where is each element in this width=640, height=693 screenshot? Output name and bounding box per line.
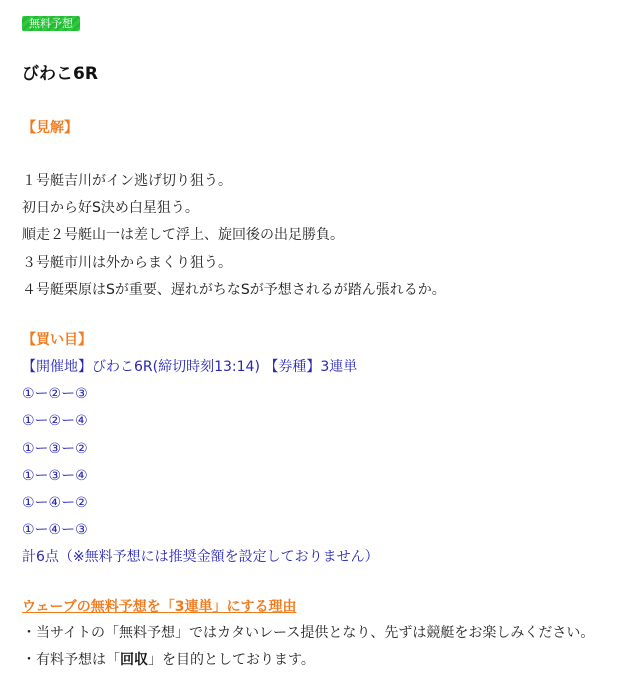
analysis-heading: 【見解】 bbox=[22, 120, 78, 136]
bet-combination: ①ー②ー④ bbox=[22, 413, 88, 430]
reason-section bbox=[22, 596, 632, 618]
reason-lines bbox=[22, 620, 632, 674]
analysis-line: 順走２号艇山一は差して浮上、旋回後の出足勝負。 bbox=[22, 227, 344, 244]
reason-line-prefix: ・有料予想は「 bbox=[22, 652, 120, 669]
reason-emphasis: 回収 bbox=[120, 652, 148, 669]
analysis-line: 初日から好S決め白星狙う。 bbox=[22, 200, 199, 217]
reason-heading: ウェーブの無料予想を「3連単」にする理由 bbox=[22, 599, 297, 615]
bet-combination: ①ー③ー④ bbox=[22, 467, 88, 484]
analysis-lines bbox=[22, 168, 632, 304]
analysis-line: １号艇吉川がイン逃げ切り狙う。 bbox=[22, 173, 232, 189]
bets-heading: 【買い目】 bbox=[22, 332, 92, 348]
bets-section bbox=[22, 329, 632, 351]
bet-combination: ①ー②ー③ bbox=[22, 386, 88, 403]
bet-combination: ①ー④ー② bbox=[22, 495, 88, 512]
analysis-line: ４号艇栗原はSが重要、遅れがちなSが予想されるが踏ん張れるか。 bbox=[22, 281, 446, 298]
reason-line bbox=[22, 647, 632, 674]
analysis-section bbox=[22, 117, 632, 139]
reason-line: ・当サイトの「無料予想」ではカタいレース提供となり、先ずは競艇をお楽しみください。 bbox=[22, 625, 595, 641]
bet-total: 計6点（※無料予想には推奨金額を設定しておりません） bbox=[22, 549, 379, 566]
race-title: びわこ6R bbox=[22, 64, 98, 84]
free-prediction-badge: 無料予想 bbox=[22, 16, 80, 31]
bet-combination: ①ー④ー③ bbox=[22, 522, 88, 539]
analysis-line: ３号艇市川は外からまくり狙う。 bbox=[22, 254, 232, 271]
bets-list bbox=[22, 354, 632, 572]
reason-line-suffix: 」を目的としております。 bbox=[148, 652, 315, 669]
bet-combination: ①ー③ー② bbox=[22, 440, 88, 457]
venue-ticket-line: 【開催地】びわこ6R(締切時刻13:14) 【券種】3連単 bbox=[22, 359, 358, 375]
